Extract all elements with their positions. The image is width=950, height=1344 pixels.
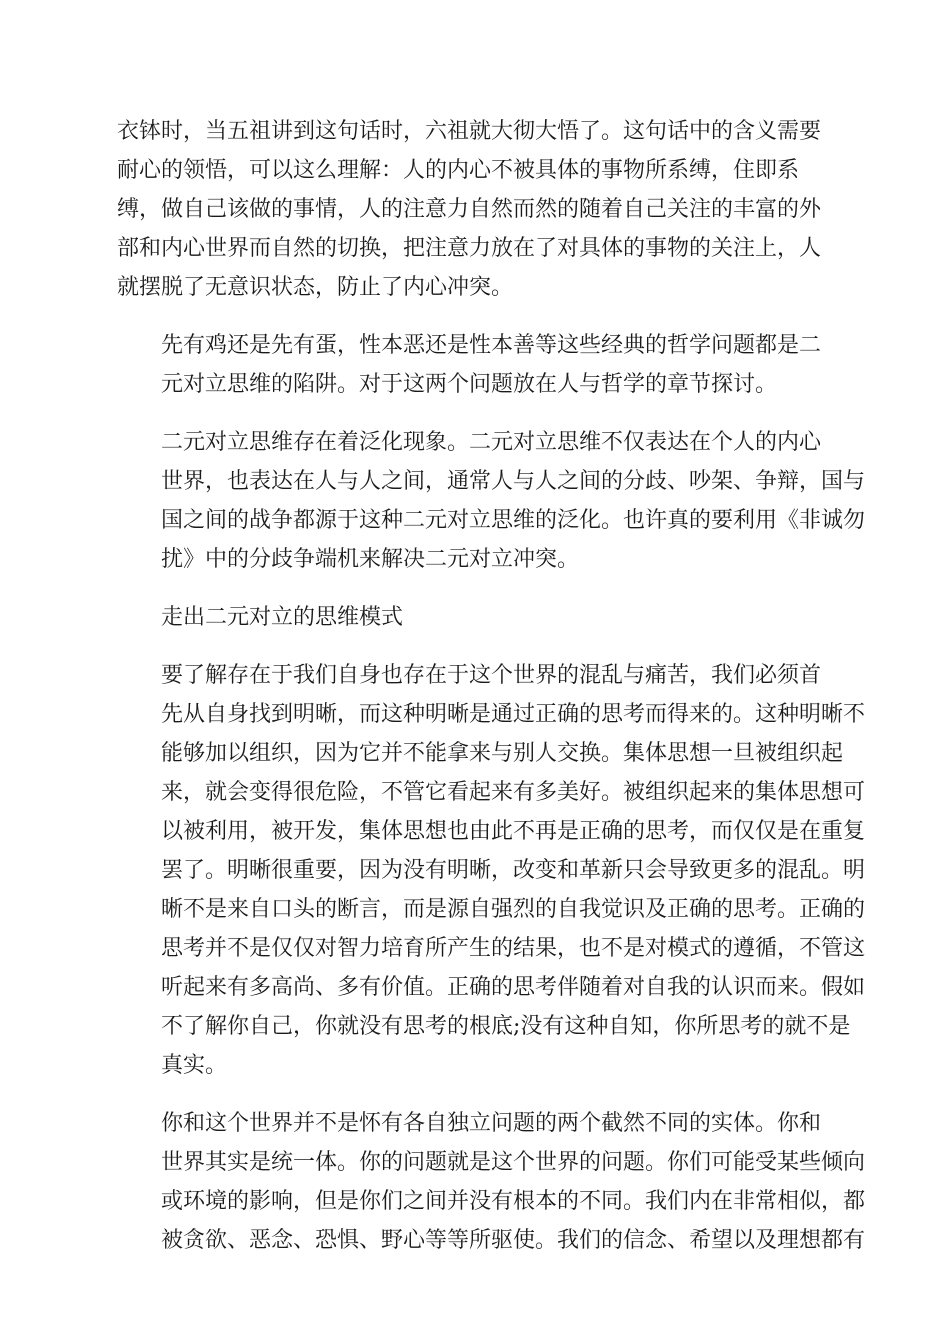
text-line: 元对立思维的陷阱。对于这两个问题放在人与哲学的章节探讨。 bbox=[161, 372, 778, 397]
text-line: 你和这个世界并不是怀有各自独立问题的两个截然不同的实体。你和 bbox=[161, 1111, 822, 1136]
text-line: 世界其实是统一体。你的问题就是这个世界的问题。你们可能受某些倾向 bbox=[161, 1150, 866, 1175]
paragraph-5 bbox=[117, 656, 866, 1085]
text-line: 部和内心世界而自然的切换，把注意力放在了对具体的事物的关注上，人 bbox=[117, 236, 822, 261]
text-line: 罢了。明晰很重要，因为没有明晰，改变和革新只会导致更多的混乱。明 bbox=[161, 858, 866, 883]
text-line: 缚，做自己该做的事情，人的注意力自然而然的随着自己关注的丰富的外 bbox=[117, 197, 822, 222]
text-line: 世界，也表达在人与人之间，通常人与人之间的分歧、吵架、争辩，国与 bbox=[161, 469, 866, 494]
paragraph-2 bbox=[117, 326, 833, 404]
text-line: 来，就会变得很危险，不管它看起来有多美好。被组织起来的集体思想可 bbox=[161, 780, 866, 805]
text-line: 不了解你自己，你就没有思考的根底;没有这种自知，你所思考的就不是 bbox=[161, 1014, 851, 1039]
text-line: 或环境的影响，但是你们之间并没有根本的不同。我们内在非常相似，都 bbox=[161, 1189, 866, 1214]
text-line: 走出二元对立的思维模式 bbox=[161, 605, 404, 630]
text-line: 耐心的领悟，可以这么理解：人的内心不被具体的事物所系缚，住即系 bbox=[117, 158, 800, 183]
text-line: 扰》中的分歧争端机来解决二元对立冲突。 bbox=[161, 547, 580, 572]
text-line: 先有鸡还是先有蛋，性本恶还是性本善等这些经典的哲学问题都是二 bbox=[161, 333, 822, 358]
text-line: 以被利用，被开发，集体思想也由此不再是正确的思考，而仅仅是在重复 bbox=[161, 819, 866, 844]
text-line: 二元对立思维存在着泛化现象。二元对立思维不仅表达在个人的内心 bbox=[161, 430, 822, 455]
text-line: 听起来有多高尚、多有价值。正确的思考伴随着对自我的认识而来。假如 bbox=[161, 975, 866, 1000]
text-line: 先从自身找到明晰，而这种明晰是通过正确的思考而得来的。这种明晰不 bbox=[161, 702, 866, 727]
paragraph-3 bbox=[117, 423, 866, 579]
section-heading bbox=[117, 598, 833, 637]
document-body bbox=[117, 112, 866, 1279]
text-line: 要了解存在于我们自身也存在于这个世界的混乱与痛苦，我们必须首 bbox=[161, 663, 822, 688]
paragraph-6 bbox=[117, 1104, 866, 1260]
text-line: 思考并不是仅仅对智力培育所产生的结果，也不是对模式的遵循，不管这 bbox=[161, 936, 866, 961]
paragraph-1 bbox=[117, 112, 833, 307]
text-line: 晰不是来自口头的断言，而是源自强烈的自我觉识及正确的思考。正确的 bbox=[161, 897, 866, 922]
text-line: 就摆脱了无意识状态，防止了内心冲突。 bbox=[117, 275, 514, 300]
text-line: 被贪欲、恶念、恐惧、野心等等所驱使。我们的信念、希望以及理想都有 bbox=[161, 1228, 866, 1253]
text-line: 能够加以组织，因为它并不能拿来与别人交换。集体思想一旦被组织起 bbox=[161, 741, 844, 766]
text-line: 国之间的战争都源于这种二元对立思维的泛化。也许真的要利用《非诚勿 bbox=[161, 508, 866, 533]
text-line: 真实。 bbox=[161, 1053, 228, 1078]
text-line: 衣钵时，当五祖讲到这句话时，六祖就大彻大悟了。这句话中的含义需要 bbox=[117, 119, 822, 144]
